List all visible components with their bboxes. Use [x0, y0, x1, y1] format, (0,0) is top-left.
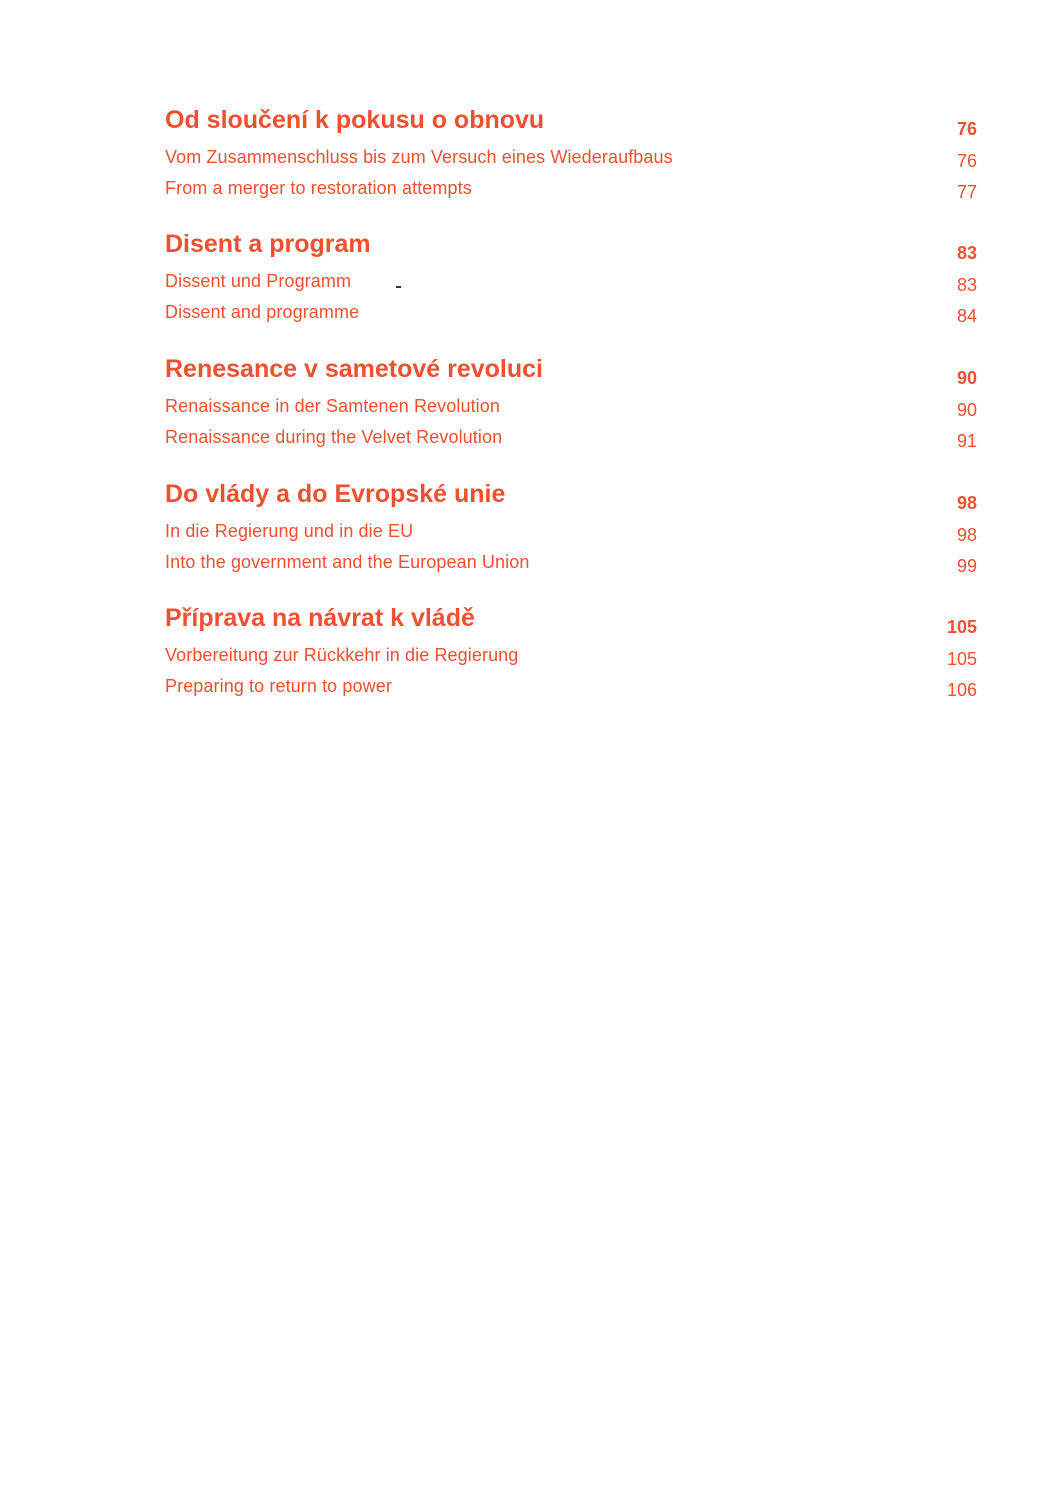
toc-section-4: [165, 479, 977, 589]
section-title-de: Vom Zusammenschluss bis zum Versuch eines Wiederaufbaus: [165, 147, 673, 167]
toc-entry-de[interactable]: [165, 265, 977, 295]
section-title: Disent a program: [165, 230, 371, 258]
toc-entry-de[interactable]: [165, 639, 977, 669]
toc-entry-de[interactable]: [165, 141, 977, 171]
toc-entry-title[interactable]: [165, 603, 977, 637]
section-page-number: 98: [956, 493, 977, 513]
section-title: Příprava na návrat k vládě: [165, 604, 475, 632]
section-page-number: 76: [956, 119, 977, 139]
page-number-de: 105: [946, 649, 977, 669]
section-title-de: Dissent und Programm: [165, 271, 352, 291]
section-title-de: Renaissance in der Samtenen Revolution: [165, 396, 500, 416]
page-number-en: 84: [956, 306, 977, 326]
page-number-en: 106: [946, 680, 977, 700]
toc-section-5: [165, 603, 977, 713]
page-number-de: 83: [956, 275, 977, 295]
section-page-number: 83: [956, 243, 977, 263]
section-title-en: Renaissance during the Velvet Revolution: [165, 427, 503, 447]
toc-section-3: [165, 354, 977, 464]
section-page-number: 90: [956, 368, 977, 388]
page-number-de: 76: [956, 151, 977, 171]
section-title-de: Vorbereitung zur Rückkehr in die Regierung: [165, 645, 519, 665]
toc-entry-en[interactable]: [165, 296, 977, 326]
section-title-en: From a merger to restoration attempts: [165, 178, 472, 198]
toc-entry-de[interactable]: [165, 515, 977, 545]
toc-entry-title[interactable]: [165, 479, 977, 513]
print-speck: [396, 286, 401, 288]
section-title-en: Into the government and the European Union: [165, 552, 530, 572]
toc-entry-en[interactable]: [165, 546, 977, 576]
section-page-number: 105: [946, 617, 977, 637]
toc-entry-en[interactable]: [165, 172, 977, 202]
section-title-en: Dissent and programme: [165, 302, 360, 322]
section-title-de: In die Regierung und in die EU: [165, 521, 414, 541]
toc-section-1: [165, 105, 977, 215]
page-number-de: 90: [956, 400, 977, 420]
toc-section-2: [165, 229, 977, 339]
page-number-de: 98: [956, 525, 977, 545]
section-title: Od sloučení k pokusu o obnovu: [165, 106, 545, 134]
page-number-en: 91: [956, 431, 977, 451]
section-title: Renesance v sametové revoluci: [165, 355, 543, 383]
section-title-en: Preparing to return to power: [165, 676, 392, 696]
toc-entry-de[interactable]: [165, 390, 977, 420]
toc-entry-en[interactable]: [165, 670, 977, 700]
section-title: Do vlády a do Evropské unie: [165, 480, 506, 508]
toc-entry-title[interactable]: [165, 229, 977, 263]
page-number-en: 77: [956, 182, 977, 202]
toc-entry-en[interactable]: [165, 421, 977, 451]
toc-entry-title[interactable]: [165, 354, 977, 388]
page-number-en: 99: [956, 556, 977, 576]
toc-entry-title[interactable]: [165, 105, 977, 139]
